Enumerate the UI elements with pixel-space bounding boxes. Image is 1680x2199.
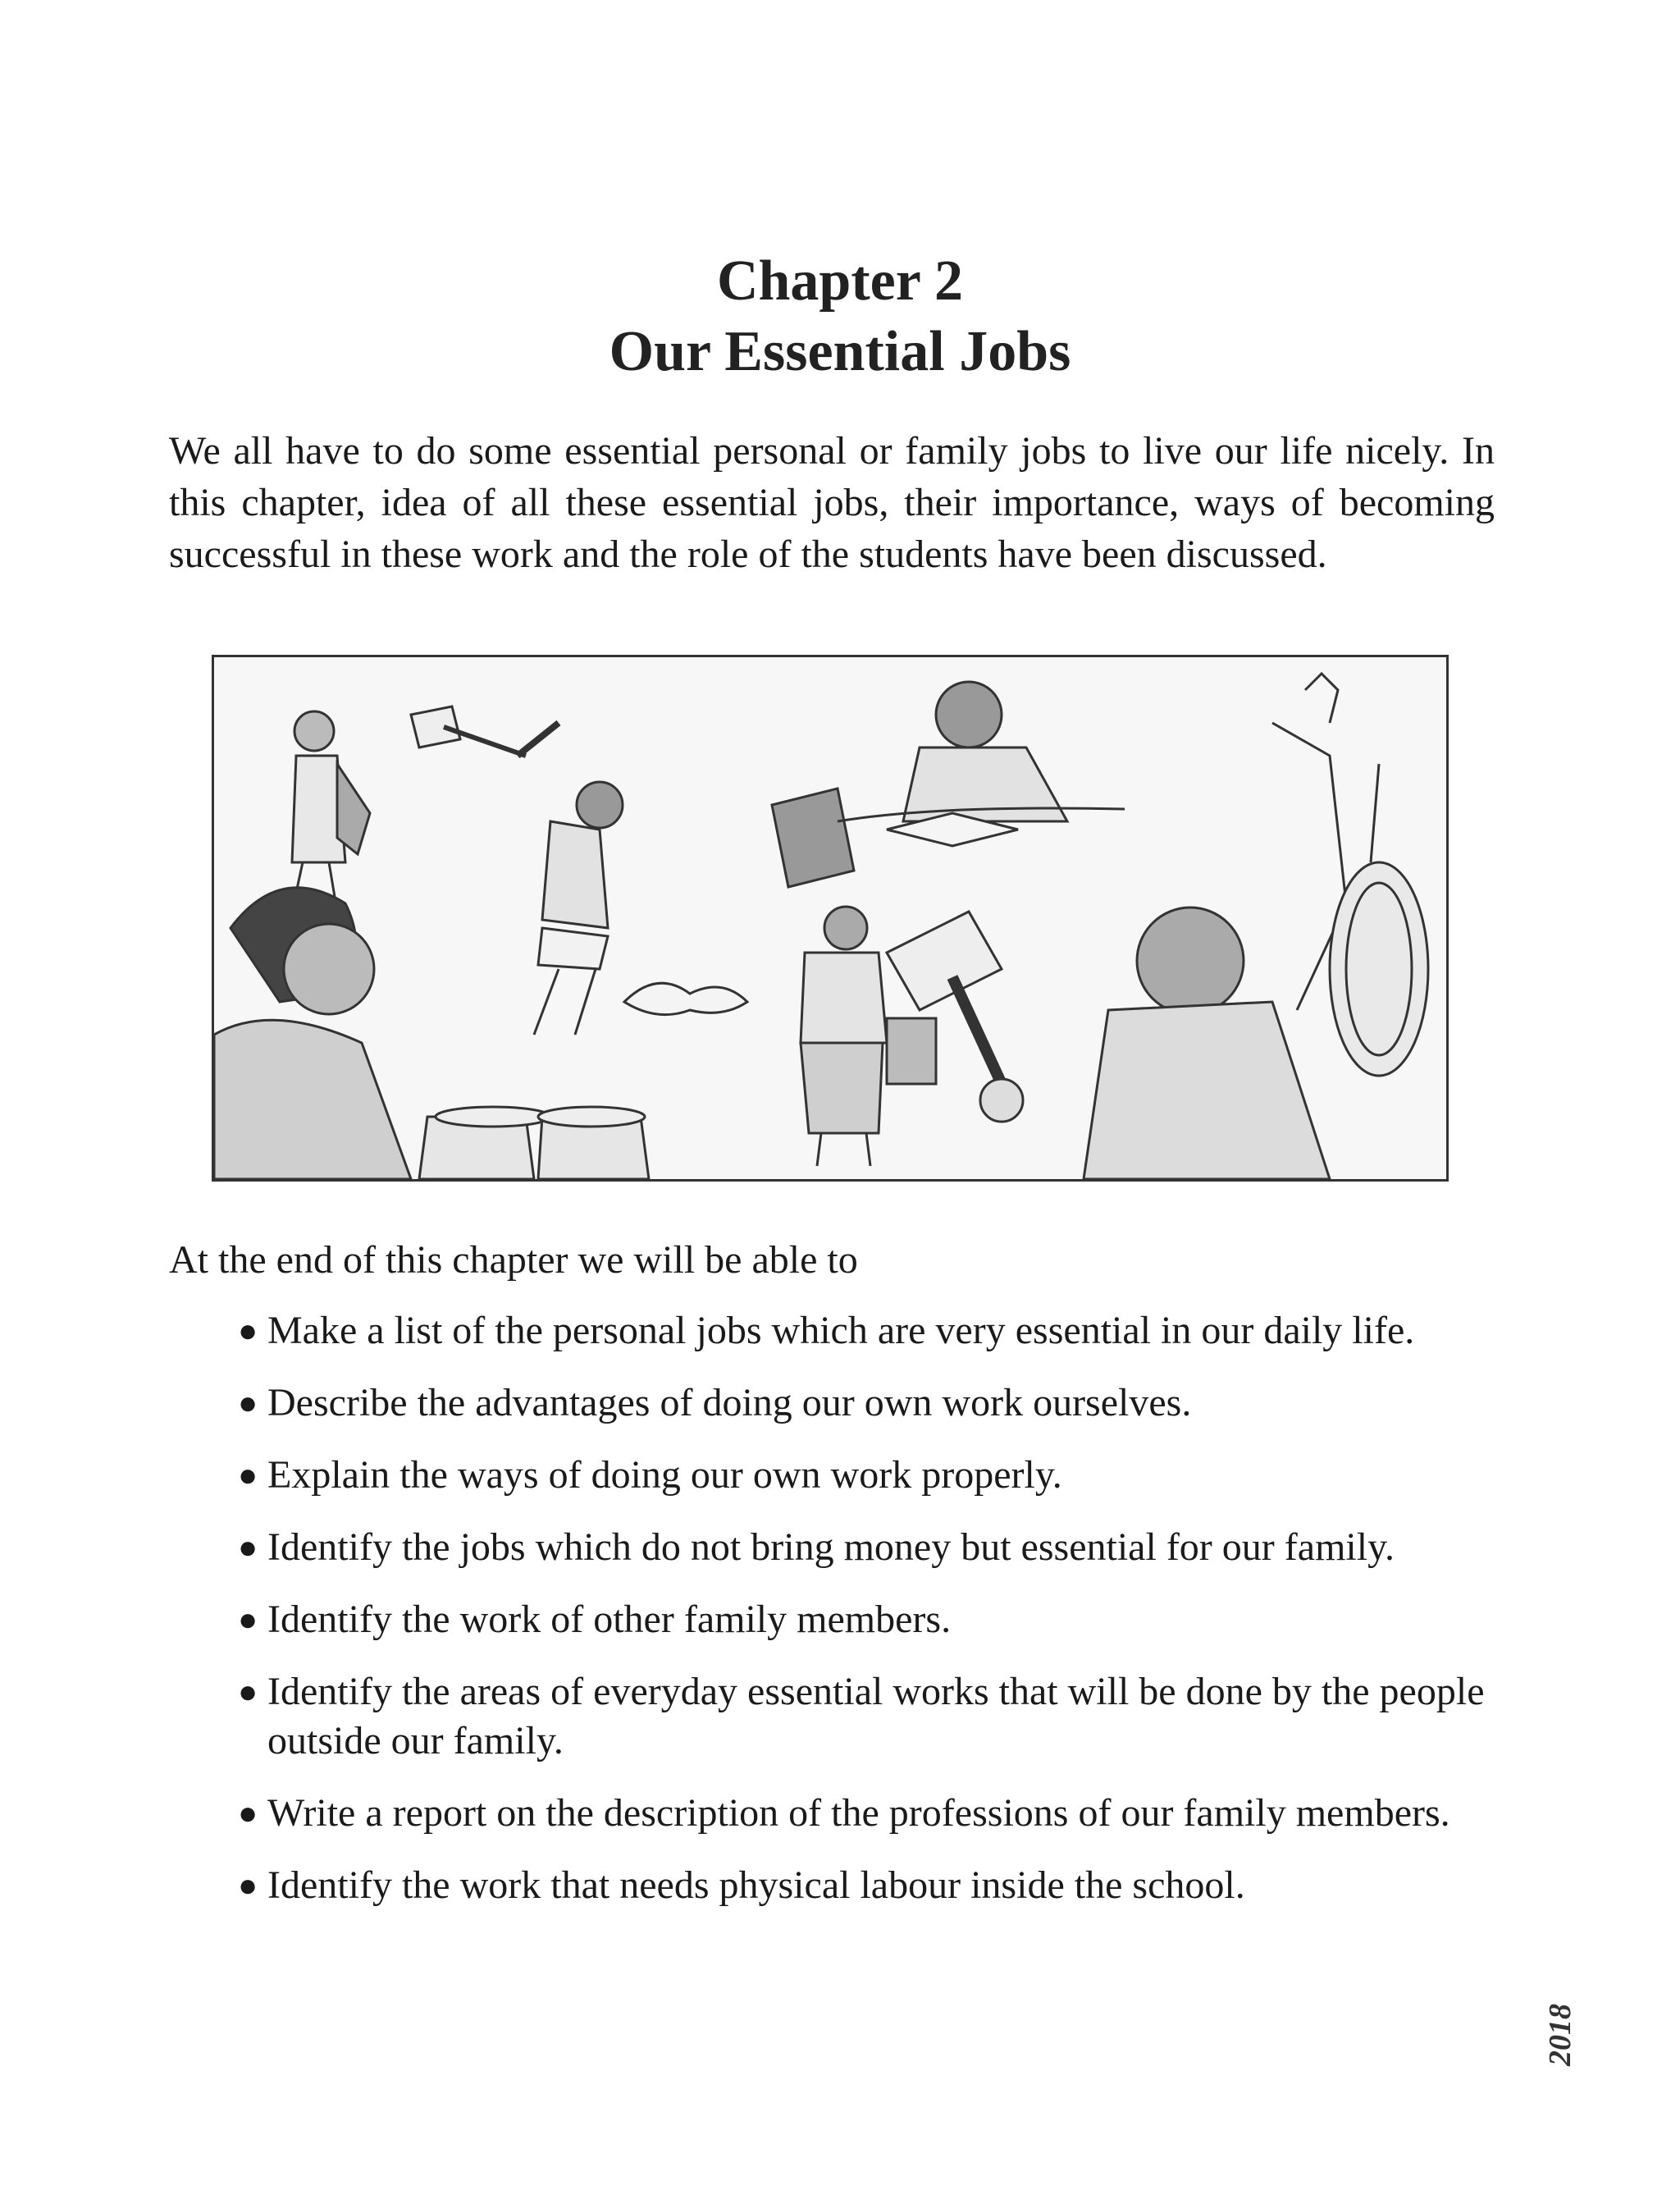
bullet-icon: ● [238,1867,258,1904]
bullet-icon: ● [238,1384,258,1421]
list-item: ● Identify the areas of everyday essential works that will be done by the people outside our family. [238,1667,1518,1766]
list-item: ● Describe the advantages of doing our own work ourselves. [238,1378,1518,1428]
year-stamp-text: 2018 [1543,2004,1577,2066]
chapter-number: Chapter 2 [716,249,964,313]
list-item: ● Make a list of the personal jobs which are very essential in our daily life. [238,1306,1518,1356]
illustration-essential-jobs [212,655,1449,1182]
list-item: ● Write a report on the description of the professions of our family members. [238,1789,1518,1838]
objectives-lead: At the end of this chapter we will be able to [169,1238,858,1282]
bullet-icon: ● [238,1673,258,1710]
bullet-icon: ● [238,1794,258,1831]
illustration-drawing [214,657,1446,1179]
chapter-title: Our Essential Jobs [609,320,1071,383]
list-item: ● Identify the work of other family members. [238,1595,1518,1644]
list-item: ● Identify the work that needs physical labour inside the school. [238,1861,1518,1910]
bullet-icon: ● [238,1529,258,1566]
intro-paragraph: We all have to do some essential personal or family jobs to live our life nicely. In this chapter, idea of all these essential jobs, their importance, ways of becoming successful in these work and the role of the students have been discussed. [169,429,1495,576]
bullet-icon: ● [238,1456,258,1493]
bullet-icon: ● [238,1601,258,1638]
year-stamp [1542,1986,1575,2084]
bullet-icon: ● [238,1312,258,1349]
list-item: ● Explain the ways of doing our own work properly. [238,1451,1518,1500]
objectives-list [238,1306,1518,1933]
list-item: ● Identify the jobs which do not bring money but essential for our family. [238,1523,1518,1572]
